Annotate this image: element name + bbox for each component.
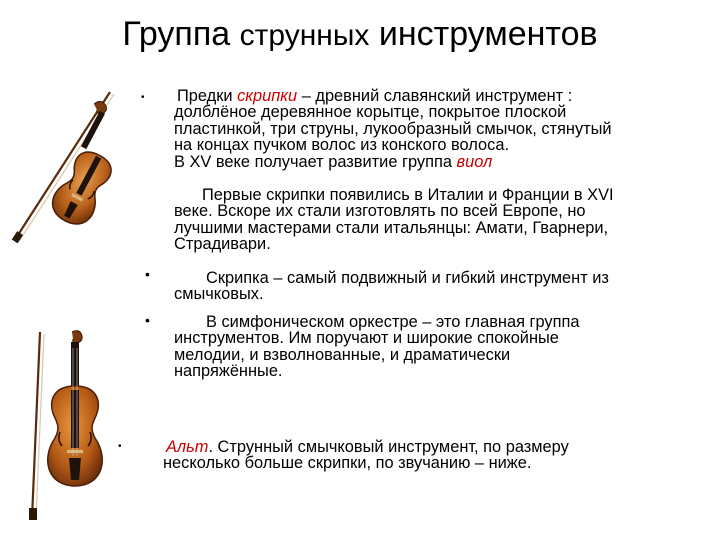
bullet-3: • <box>145 312 150 328</box>
bullet-4: • <box>118 441 122 452</box>
paragraph-ancestors: Предки скрипки – древний славянский инструмент : долблёное деревянное корытце, покрытое плоской пластинкой, три струны, лукообразный смычок, стянутый на концах пучком волос из конского волоса. В XV веке получает развитие группа виол <box>174 87 612 171</box>
paragraph-orchestra: В симфоническом оркестре – это главная группа инструментов. Им поручают и широкие спокойные мелодии, и взволнованные, и драматически напряжённые. <box>174 313 580 381</box>
viola-image <box>18 328 128 524</box>
page-title: Группа струнных инструментов <box>122 15 598 53</box>
paragraph-first-violins: Первые скрипки появились в Италии и Франции в XVI веке. Вскоре их стали изготовлять по всей Европе, но лучшими мастерами стали итальянцы: Амати, Гварнери, Страдивари. <box>174 186 614 254</box>
violin-image <box>8 88 126 248</box>
paragraph-violin-mobile: Скрипка – самый подвижный и гибкий инструмент из смычковых. <box>174 269 609 304</box>
bullet-2: • <box>145 266 150 282</box>
paragraph-viola: Альт. Струнный смычковый инструмент, по размеру несколько больше скрипки, по звучанию – ниже. <box>163 438 569 473</box>
bullet-1: • <box>141 92 145 103</box>
